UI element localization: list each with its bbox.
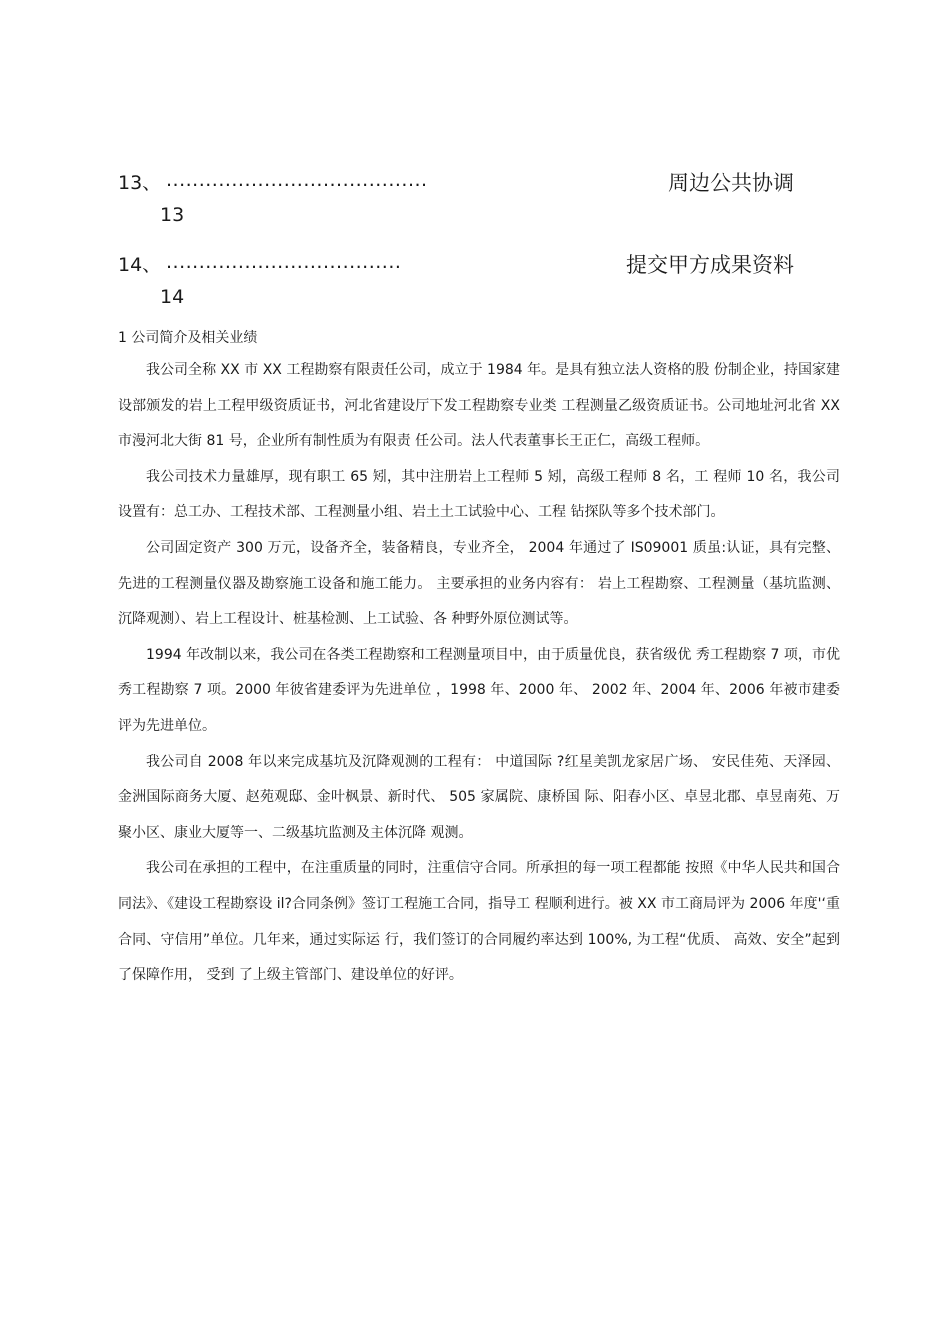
- toc-entry-14: [118, 250, 798, 280]
- toc-entry-13: [118, 168, 798, 198]
- section-heading: 1 公司简介及相关业绩: [118, 330, 258, 346]
- toc-number: 14、: [118, 254, 162, 276]
- paragraph-awards: 1994 年改制以来，我公司在各类工程勘察和工程测量项目中，由于质量优良，获省级优 秀工程勘察 7 项，市优秀工程勘察 7 项。2000 年彼省建委评为先进单位 ，1998 年、2000 年、 2002 年、2004 年、2006 年被市建委评为先进单位。: [118, 646, 840, 734]
- body-text: [118, 353, 840, 994]
- toc-page-number: 14: [160, 286, 185, 308]
- toc-title: 提交甲方成果资料: [626, 253, 794, 277]
- paragraph-company-profile: 我公司全称 XX 市 XX 工程勘察有限责任公司，成立于 1984 年。是具有独立法人资格的股 份制企业，持国家建设部颁发的岩上工程甲级资质证书，河北省建设厅下发工程勘察专业类 工程测量乙级资质证书。公司地址河北省 XX 市漫河北大街 81 号，企业所有制性质为有限责 任公司。法人代表董事长王正仁，高级工程师。: [118, 362, 840, 450]
- paragraph-assets-business: 公司固定资产 300 万元，设备齐全，装备精良，专业齐全， 2004 年通过了 IS09001 质虽:认证，具有完整、先进的工程测量仪器及勘察施工设备和施工能力。 主要承担的业务内容有： 岩上工程勘察、工程测量（基坑监测、沉降观测）、岩上工程设计、桩基检测、上工试验、各 种野外原位测试等。: [118, 539, 840, 628]
- toc-leader-dots: ........................................: [166, 169, 428, 191]
- paragraph-projects: 我公司自 2008 年以来完成基坑及沉降观测的工程有： 中道国际 ?红星美凯龙家居广场、 安民佳苑、天泽园、金洲国际商务大厦、赵苑观邸、金叶枫景、新时代、 505 家属院、康桥国 际、阳春小区、卓昱北郡、卓昱南苑、万聚小区、康业大厦等一、二级基坑监测及主体沉降 观测。: [118, 753, 840, 841]
- toc-page-number: 13: [160, 204, 185, 226]
- paragraph-contracts: 我公司在承担的工程中，在注重质量的同时，注重信守合同。所承担的每一项工程都能 按照《中华人民共和国合同法》、《建设工程勘察设 il?合同条例》签订工程施工合同，指导工 程顺利进行。被 XX 市工商局评为 2006 年度'‘重合同、守信用”单位。几年来，通过实际运 行，我们签订的合同履约率达到 100%, 为工程“优质、 高效、安全”起到了保障作用， 受到 了上级主管部门、建设单位的好评。: [118, 860, 840, 984]
- toc-leader-dots: ....................................: [166, 251, 402, 273]
- toc-title: 周边公共协调: [668, 171, 794, 195]
- paragraph-technical-strength: 我公司技术力量雄厚，现有职工 65 矧，其中注册岩上工程师 5 矧，高级工程师 8 名，工 程师 10 名，我公司设置有：总工办、工程技术部、工程测量小组、岩土土工试验中心、工程 钻探队等多个技术部门。: [118, 468, 840, 521]
- toc-number: 13、: [118, 172, 162, 194]
